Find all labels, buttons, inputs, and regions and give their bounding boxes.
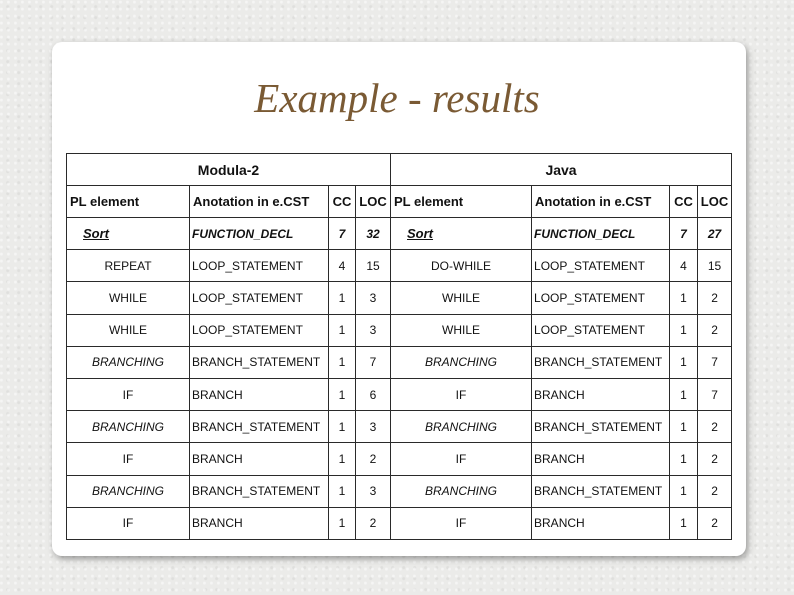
table-cell: 7 xyxy=(698,346,732,378)
table-cell: 1 xyxy=(329,314,356,346)
table-cell: 2 xyxy=(356,507,391,539)
column-header: Anotation in e.CST xyxy=(190,186,329,218)
table-row xyxy=(67,507,732,539)
table-cell: LOOP_STATEMENT xyxy=(532,314,670,346)
table-cell: FUNCTION_DECL xyxy=(190,218,329,250)
table-cell: IF xyxy=(67,507,190,539)
table-cell: 2 xyxy=(698,314,732,346)
table-cell: BRANCH_STATEMENT xyxy=(190,411,329,443)
results-table xyxy=(66,153,732,540)
table-cell: 3 xyxy=(356,411,391,443)
table-cell: WHILE xyxy=(391,314,532,346)
table-cell: 1 xyxy=(329,346,356,378)
column-header: PL element xyxy=(67,186,190,218)
table-cell: LOOP_STATEMENT xyxy=(532,282,670,314)
table-cell: REPEAT xyxy=(67,250,190,282)
table-cell: BRANCH_STATEMENT xyxy=(190,346,329,378)
table-cell: IF xyxy=(391,507,532,539)
column-header: LOC xyxy=(698,186,732,218)
table-cell: 1 xyxy=(670,443,698,475)
table-cell: IF xyxy=(391,443,532,475)
table-cell: 2 xyxy=(698,443,732,475)
table-cell: BRANCH xyxy=(190,507,329,539)
table-cell: 3 xyxy=(356,475,391,507)
table-cell: BRANCHING xyxy=(391,411,532,443)
table-cell: 6 xyxy=(356,378,391,410)
table-cell: WHILE xyxy=(67,314,190,346)
table-cell: BRANCH xyxy=(532,443,670,475)
table-row xyxy=(67,443,732,475)
group-header-java: Java xyxy=(391,154,732,186)
table-cell: 1 xyxy=(670,507,698,539)
table-cell: 7 xyxy=(356,346,391,378)
table-cell: BRANCH xyxy=(190,443,329,475)
table-cell: BRANCH_STATEMENT xyxy=(532,475,670,507)
table-cell: 1 xyxy=(670,346,698,378)
table-cell: BRANCHING xyxy=(67,411,190,443)
table-cell: IF xyxy=(67,378,190,410)
table-cell: BRANCH_STATEMENT xyxy=(532,346,670,378)
table-cell: 1 xyxy=(670,475,698,507)
table-cell: BRANCHING xyxy=(391,475,532,507)
table-row xyxy=(67,378,732,410)
table-cell: LOOP_STATEMENT xyxy=(532,250,670,282)
group-header-modula2: Modula-2 xyxy=(67,154,391,186)
table-cell: Sort xyxy=(67,218,190,250)
column-header: PL element xyxy=(391,186,532,218)
column-header: CC xyxy=(329,186,356,218)
table-cell: BRANCH xyxy=(532,507,670,539)
table-cell: BRANCHING xyxy=(391,346,532,378)
table-cell: 7 xyxy=(698,378,732,410)
column-header: Anotation in e.CST xyxy=(532,186,670,218)
table-row xyxy=(67,314,732,346)
table-cell: 1 xyxy=(670,378,698,410)
column-header: CC xyxy=(670,186,698,218)
table-cell: 1 xyxy=(329,282,356,314)
table-cell: BRANCH xyxy=(532,378,670,410)
table-cell: 1 xyxy=(329,475,356,507)
table-cell: 7 xyxy=(329,218,356,250)
table-cell: WHILE xyxy=(391,282,532,314)
table-row xyxy=(67,475,732,507)
table-cell: 32 xyxy=(356,218,391,250)
table-cell: BRANCH_STATEMENT xyxy=(532,411,670,443)
table-cell: LOOP_STATEMENT xyxy=(190,250,329,282)
table-cell: 2 xyxy=(698,411,732,443)
table-row xyxy=(67,346,732,378)
table-cell: 15 xyxy=(356,250,391,282)
table-cell: 1 xyxy=(670,282,698,314)
table-cell: DO-WHILE xyxy=(391,250,532,282)
table-cell: BRANCH xyxy=(190,378,329,410)
table-cell: 2 xyxy=(698,282,732,314)
table-cell: BRANCH_STATEMENT xyxy=(190,475,329,507)
table-cell: BRANCHING xyxy=(67,346,190,378)
table-cell: Sort xyxy=(391,218,532,250)
table-cell: 27 xyxy=(698,218,732,250)
table-cell: 2 xyxy=(356,443,391,475)
table-cell: 1 xyxy=(670,314,698,346)
slide-title: Example - results xyxy=(254,75,540,121)
table-row xyxy=(67,282,732,314)
table-cell: BRANCHING xyxy=(67,475,190,507)
table-cell: 1 xyxy=(329,411,356,443)
table-cell: 4 xyxy=(670,250,698,282)
table-cell: 15 xyxy=(698,250,732,282)
table-cell: 7 xyxy=(670,218,698,250)
table-cell: 1 xyxy=(329,507,356,539)
table-cell: 3 xyxy=(356,282,391,314)
column-header: LOC xyxy=(356,186,391,218)
table-cell: WHILE xyxy=(67,282,190,314)
table-cell: IF xyxy=(67,443,190,475)
table-cell: 4 xyxy=(329,250,356,282)
table-cell: IF xyxy=(391,378,532,410)
table-cell: FUNCTION_DECL xyxy=(532,218,670,250)
table-cell: 1 xyxy=(329,378,356,410)
table-row xyxy=(67,250,732,282)
table-cell: 3 xyxy=(356,314,391,346)
table-cell: 1 xyxy=(329,443,356,475)
table-cell: LOOP_STATEMENT xyxy=(190,282,329,314)
table-row xyxy=(67,218,732,250)
table-cell: LOOP_STATEMENT xyxy=(190,314,329,346)
table-row xyxy=(67,411,732,443)
table-cell: 1 xyxy=(670,411,698,443)
table-cell: 2 xyxy=(698,475,732,507)
table-cell: 2 xyxy=(698,507,732,539)
